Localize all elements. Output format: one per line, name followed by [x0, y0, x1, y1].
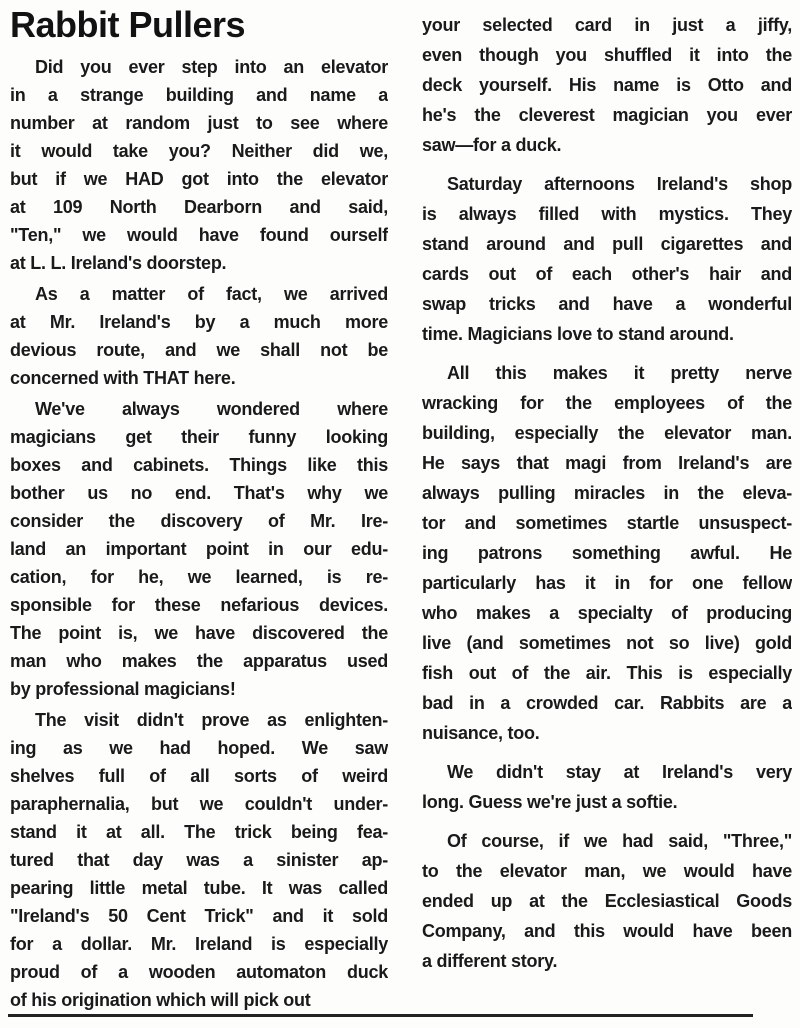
text-line: your selected card in just a jiffy, — [422, 15, 792, 35]
text-line: for a dollar. Mr. Ireland is especially — [10, 934, 388, 954]
paragraph — [422, 358, 792, 748]
text-line: stand it at all. The trick being fea- — [10, 822, 388, 842]
bottom-rule — [8, 1014, 753, 1017]
text-line: who makes a specialty of producing — [422, 603, 792, 623]
text-line: is always filled with mystics. They — [422, 204, 792, 224]
text-line: long. Guess we're just a softie. — [422, 792, 678, 812]
text-line: time. Magicians love to stand around. — [422, 324, 734, 344]
text-line: even though you shuffled it into the — [422, 45, 792, 65]
text-line: ing patrons something awful. He — [422, 543, 792, 563]
text-line: magicians get their funny looking — [10, 427, 388, 447]
text-line: boxes and cabinets. Things like this — [10, 455, 388, 475]
text-line: saw—for a duck. — [422, 135, 562, 155]
text-line: "Ireland's 50 Cent Trick" and it sold — [10, 906, 388, 926]
text-line: in a strange building and name a — [10, 85, 388, 105]
text-line: As a matter of fact, we arrived — [35, 284, 388, 304]
article-column-left — [10, 4, 388, 1014]
text-line: at Mr. Ireland's by a much more — [10, 312, 388, 332]
article-column-right — [422, 4, 792, 1014]
paragraph — [10, 280, 388, 392]
text-line: The visit didn't prove as enlighten- — [35, 710, 388, 730]
text-line: particularly has it in for one fellow — [422, 573, 792, 593]
text-line: land an important point in our edu- — [10, 539, 388, 559]
text-line: All this makes it pretty nerve — [447, 363, 792, 383]
text-line: a different story. — [422, 951, 558, 971]
text-line: bad in a crowded car. Rabbits are a — [422, 693, 792, 713]
text-line: cation, for he, we learned, is re- — [10, 567, 388, 587]
text-line: fish out of the air. This is especially — [422, 663, 792, 683]
paragraph — [10, 395, 388, 703]
text-line: "Ten," we would have found ourself — [10, 225, 388, 245]
text-line: He says that magi from Ireland's are — [422, 453, 792, 473]
text-line: concerned with THAT here. — [10, 368, 236, 388]
article-column-left-body — [10, 53, 388, 1014]
text-line: by professional magicians! — [10, 679, 236, 699]
paragraph — [10, 706, 388, 1014]
text-line: always pulling miracles in the eleva- — [422, 483, 792, 503]
text-line: nuisance, too. — [422, 723, 540, 743]
text-line: devious route, and we shall not be — [10, 340, 388, 360]
text-line: sponsible for these nefarious devices. — [10, 595, 388, 615]
text-line: to the elevator man, we would have — [422, 861, 792, 881]
text-line: paraphernalia, but we couldn't under- — [10, 794, 388, 814]
text-line: pearing little metal tube. It was called — [10, 878, 388, 898]
text-line: at 109 North Dearborn and said, — [10, 197, 388, 217]
text-line: it would take you? Neither did we, — [10, 141, 388, 161]
article-column-right-body — [422, 4, 792, 976]
text-line: cards out of each other's hair and — [422, 264, 792, 284]
text-line: number at random just to see where — [10, 113, 388, 133]
text-line: proud of a wooden automaton duck — [10, 962, 388, 982]
text-line: Of course, if we had said, "Three," — [447, 831, 792, 851]
paragraph — [10, 53, 388, 277]
text-line: We've always wondered where — [35, 399, 388, 419]
article-title: Rabbit Pullers — [10, 4, 246, 45]
text-line: We didn't stay at Ireland's very — [447, 762, 792, 782]
text-line: bother us no end. That's why we — [10, 483, 388, 503]
text-line: deck yourself. His name is Otto and — [422, 75, 792, 95]
text-line: consider the discovery of Mr. Ire- — [10, 511, 388, 531]
text-line: swap tricks and have a wonderful — [422, 294, 792, 314]
text-line: man who makes the apparatus used — [10, 651, 388, 671]
text-line: ing as we had hoped. We saw — [10, 738, 388, 758]
text-line: he's the cleverest magician you ever — [422, 105, 792, 125]
text-line: shelves full of all sorts of weird — [10, 766, 388, 786]
text-line: live (and sometimes not so live) gold — [422, 633, 792, 653]
article-columns — [10, 4, 792, 1014]
text-line: at L. L. Ireland's doorstep. — [10, 253, 227, 273]
text-line: tured that day was a sinister ap- — [10, 850, 388, 870]
text-line: wracking for the employees of the — [422, 393, 792, 413]
text-line: Saturday afternoons Ireland's shop — [447, 174, 792, 194]
paragraph — [422, 169, 792, 349]
text-line: ended up at the Ecclesiastical Goods — [422, 891, 792, 911]
text-line: tor and sometimes startle unsuspect- — [422, 513, 792, 533]
text-line: Company, and this would have been — [422, 921, 792, 941]
text-line: but if we HAD got into the elevator — [10, 169, 388, 189]
paragraph — [422, 757, 792, 817]
paragraph — [422, 826, 792, 976]
text-line: building, especially the elevator man. — [422, 423, 792, 443]
text-line: Did you ever step into an elevator — [35, 57, 388, 77]
paragraph — [422, 10, 792, 160]
text-line: The point is, we have discovered the — [10, 623, 388, 643]
text-line: stand around and pull cigarettes and — [422, 234, 792, 254]
text-line: of his origination which will pick out — [10, 990, 311, 1010]
